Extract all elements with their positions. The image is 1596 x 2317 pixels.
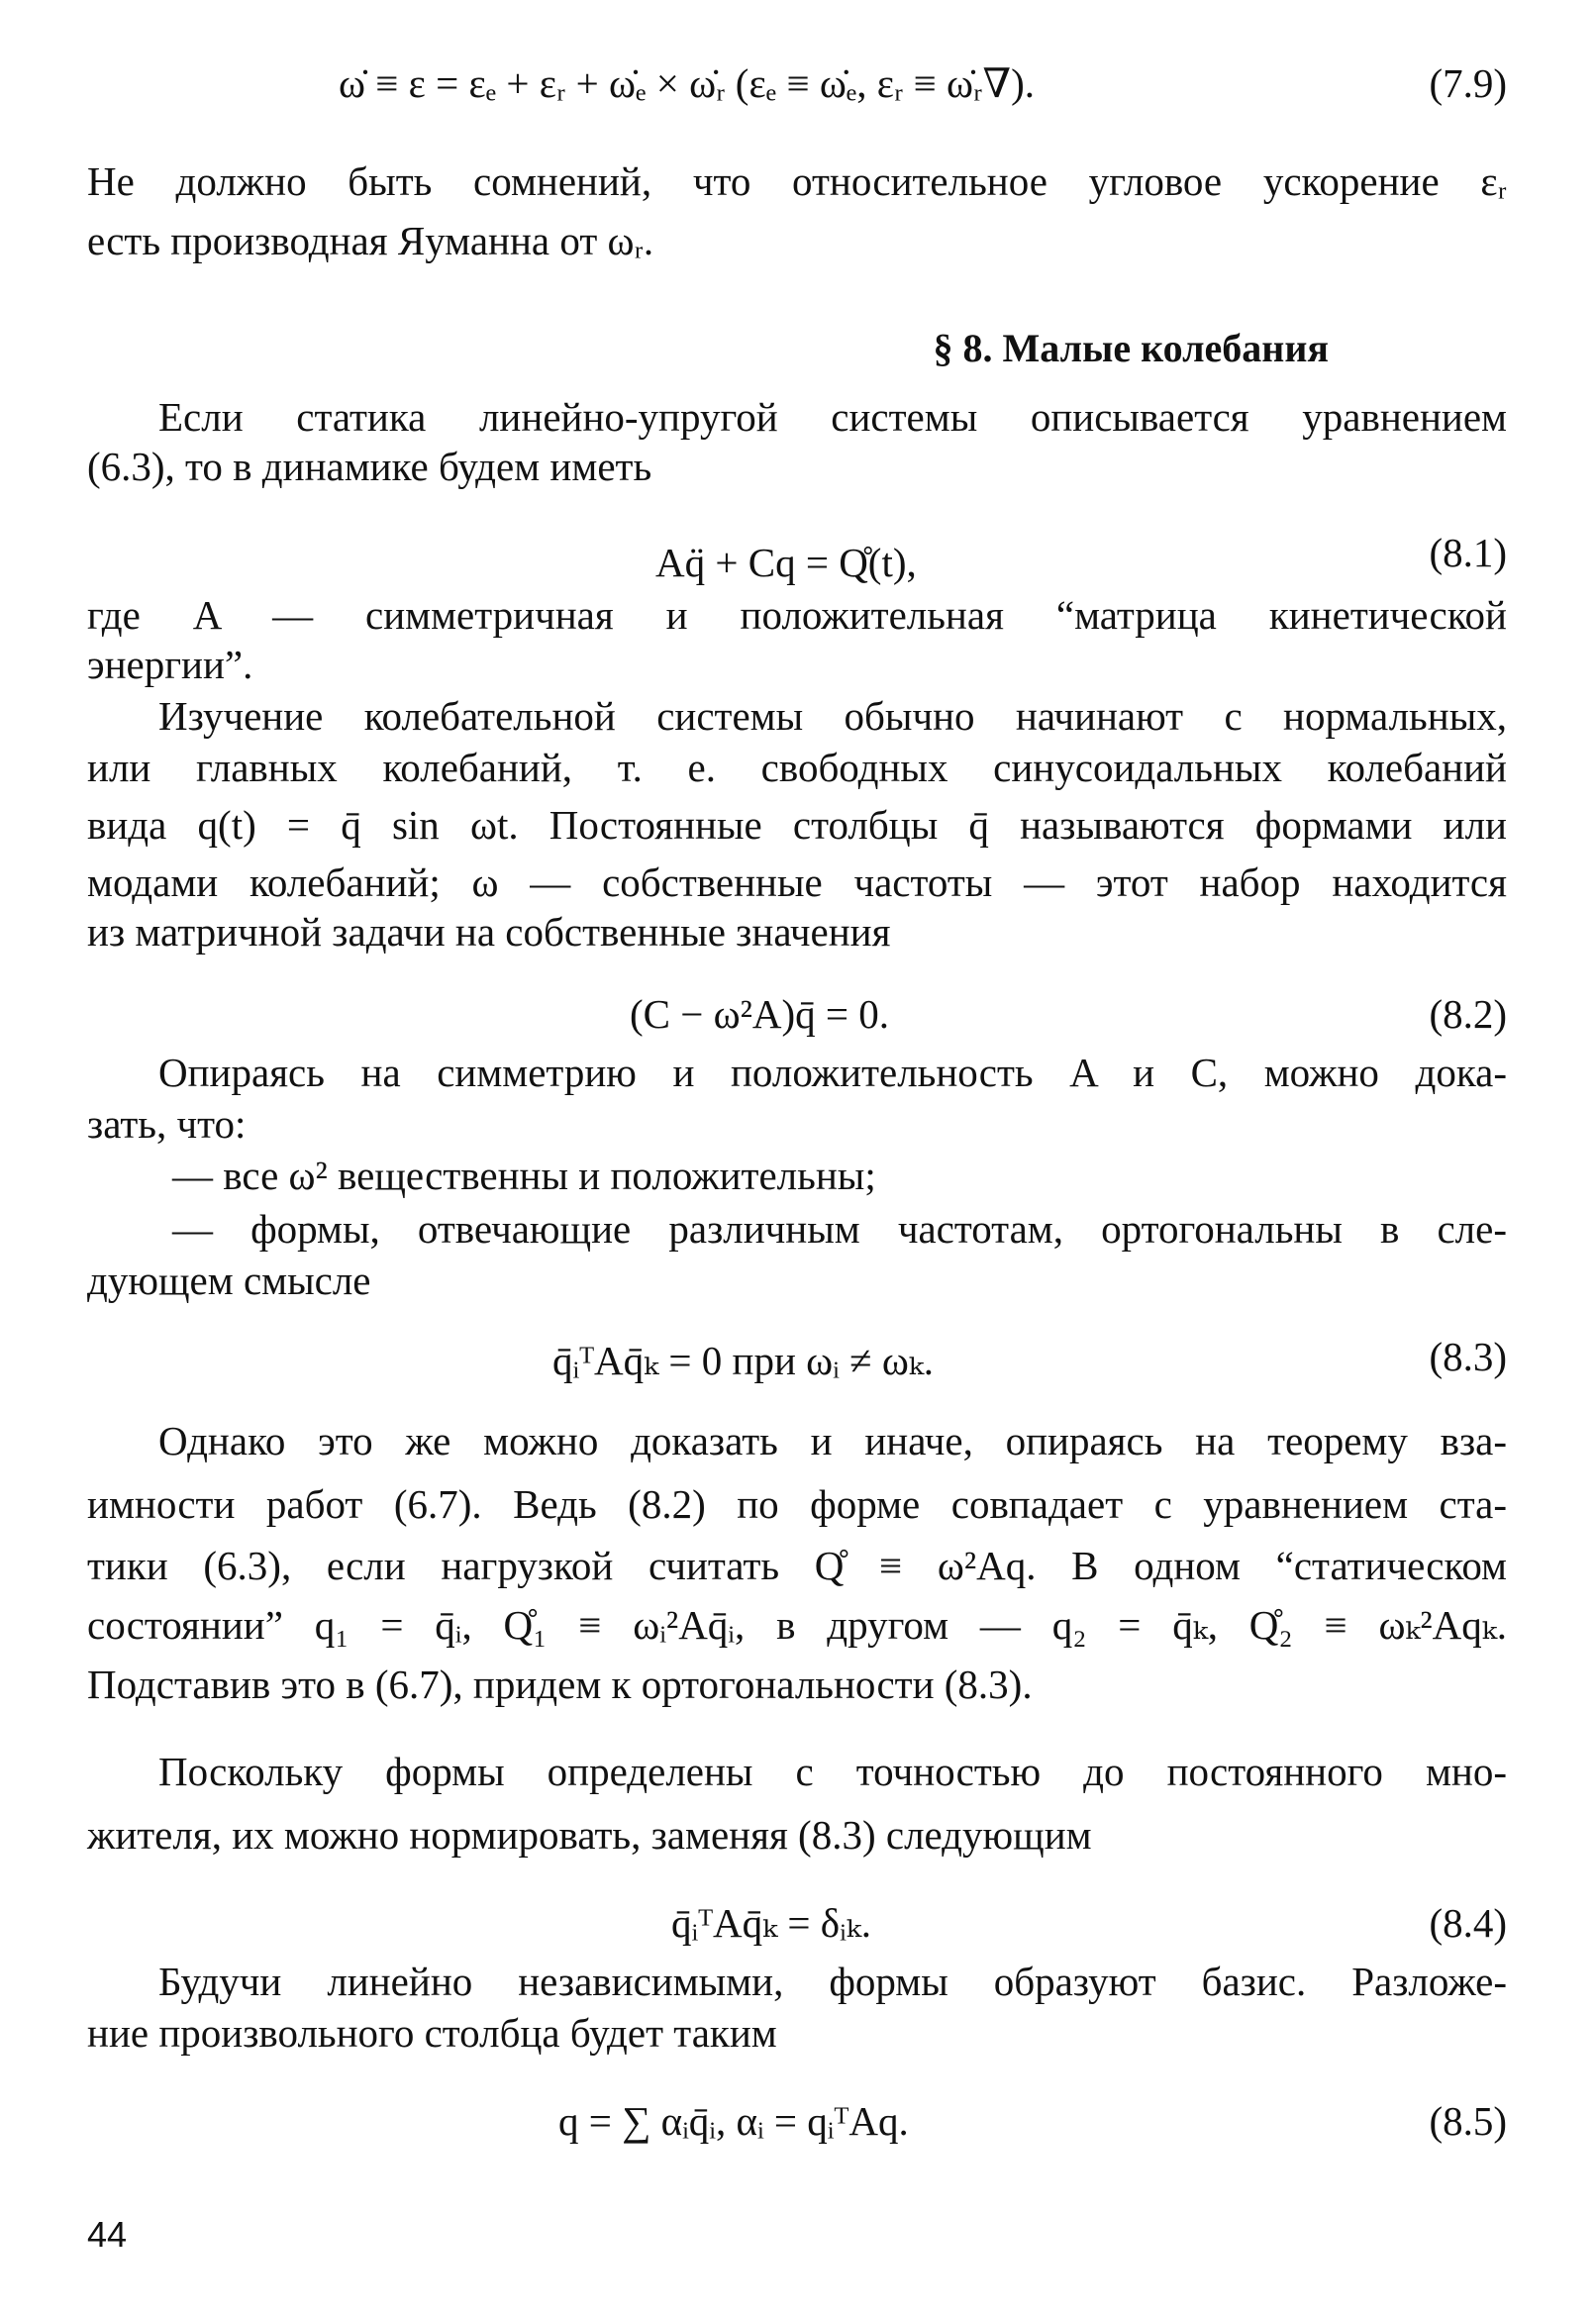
equation-number-8-2: (8.2): [1429, 991, 1507, 1037]
section-heading: § 8. Малые колебания: [933, 326, 1329, 370]
equation-number-8-5: (8.5): [1429, 2098, 1507, 2144]
paragraph-line: имности работ (6.7). Ведь (8.2) по форме совпадает с уравнением ста-: [87, 1481, 1507, 1527]
paragraph-line: Опираясь на симметрию и положительность A и C, можно дока-: [158, 1050, 1507, 1095]
paragraph-line: состоянии” q₁ = q̄ᵢ, Q̊₁ ≡ ωᵢ²Aq̄ᵢ, в другом — q₂ = q̄ₖ, Q̊₂ ≡ ωₖ²Aqₖ.: [87, 1602, 1507, 1648]
paragraph-line: из матричной задачи на собственные значения: [87, 909, 891, 955]
paragraph-line: Подставив это в (6.7), придем к ортогональности (8.3).: [87, 1662, 1033, 1707]
paragraph-line: тики (6.3), если нагрузкой считать Q̊ ≡ ω²Aq. В одном “статическом: [87, 1543, 1507, 1588]
equation-8-1: Aq̈ + Cq = Q̊(t),: [655, 540, 917, 585]
paragraph-line: Поскольку формы определены с точностью до постоянного мно-: [158, 1749, 1507, 1794]
paragraph-line: Если статика линейно-упругой системы описывается уравнением: [158, 394, 1507, 440]
paragraph-line: или главных колебаний, т. е. свободных синусоидальных колебаний: [87, 745, 1507, 790]
paragraph-line: зать, что:: [87, 1101, 247, 1147]
paragraph-line: вида q(t) = q̄ sin ωt. Постоянные столбцы q̄ называются формами или: [87, 802, 1507, 848]
equation-8-3: q̄ᵢᵀAq̄ₖ = 0 при ωᵢ ≠ ωₖ.: [552, 1338, 935, 1383]
paragraph-line: ние произвольного столбца будет таким: [87, 2010, 777, 2056]
paragraph-line: (6.3), то в динамике будем иметь: [87, 444, 652, 489]
paragraph-line: жителя, их можно нормировать, заменяя (8.3) следующим: [87, 1812, 1092, 1858]
equation-7-9: ω̇ ≡ ε = εₑ + εᵣ + ω̇ₑ × ω̇ᵣ (εₑ ≡ ω̇ₑ, εᵣ ≡ ω̇ᵣ∇).: [339, 60, 1035, 106]
paragraph-line: дующем смысле: [87, 1258, 371, 1303]
equation-8-4: q̄ᵢᵀAq̄ₖ = δᵢₖ.: [671, 1900, 871, 1946]
paragraph-line: модами колебаний; ω — собственные частоты — этот набор находится: [87, 859, 1507, 905]
equation-number-8-3: (8.3): [1429, 1334, 1507, 1379]
equation-8-5: q = ∑ αᵢq̄ᵢ, αᵢ = qᵢᵀAq.: [558, 2098, 909, 2144]
list-item: — формы, отвечающие различным частотам, ортогональны в сле-: [172, 1206, 1507, 1252]
paragraph-line: энергии”.: [87, 642, 253, 687]
paragraph-line: Однако это же можно доказать и иначе, опираясь на теорему вза-: [158, 1418, 1507, 1463]
equation-number-7-9: (7.9): [1429, 60, 1507, 106]
paragraph-line: где A — симметричная и положительная “матрица кинетической: [87, 592, 1507, 638]
paragraph-line: Не должно быть сомнений, что относительное угловое ускорение εᵣ: [87, 158, 1507, 204]
equation-number-8-1: (8.1): [1429, 530, 1507, 575]
book-page: [87, 59, 1507, 2267]
list-item: — все ω² вещественны и положительны;: [172, 1153, 876, 1198]
page-number: 44: [87, 2214, 128, 2255]
paragraph-line: Будучи линейно независимыми, формы образуют базис. Разложе-: [158, 1959, 1507, 2004]
paragraph-line: Изучение колебательной системы обычно начинают с нормальных,: [158, 693, 1507, 739]
equation-8-2: (C − ω²A)q̄ = 0.: [630, 991, 890, 1037]
paragraph-line: есть производная Яуманна от ωᵣ.: [87, 218, 654, 263]
equation-number-8-4: (8.4): [1429, 1900, 1507, 1946]
